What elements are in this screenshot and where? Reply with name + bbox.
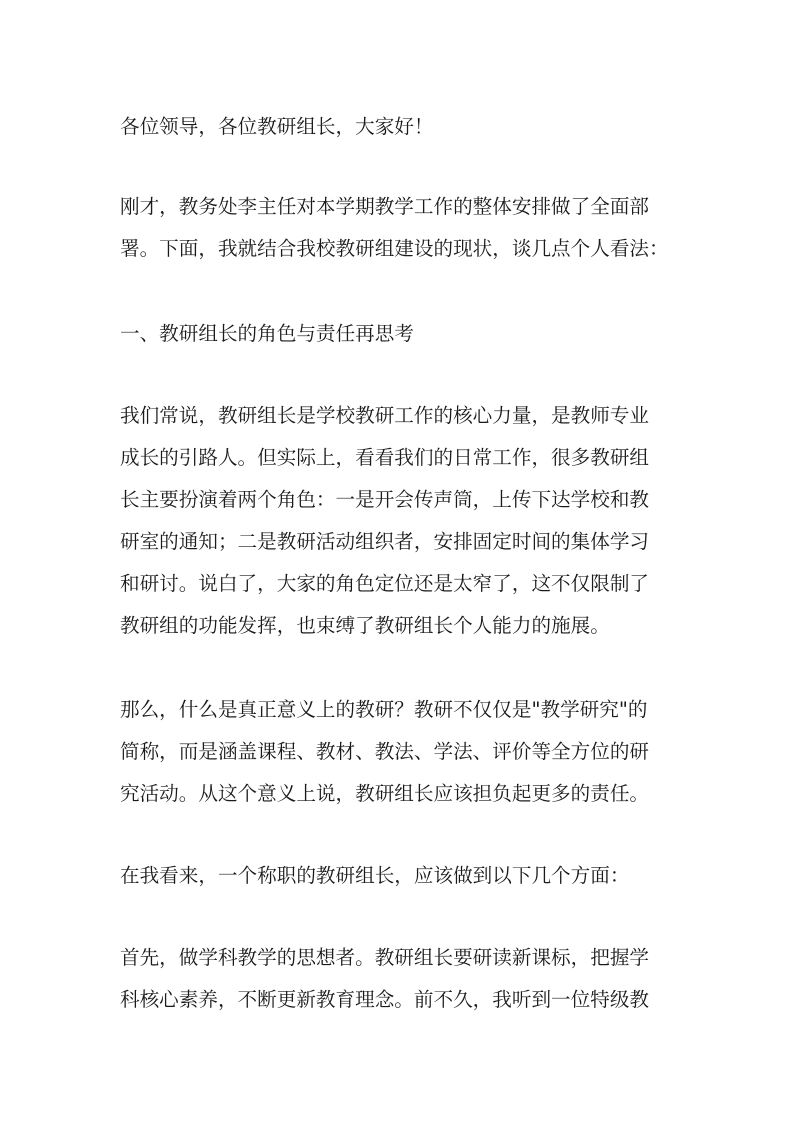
paragraph-roles-line-4: 研室的通知；二是教研活动组织者，安排固定时间的集体学习 [120, 530, 650, 553]
paragraph-first-line-2: 科核心素养，不断更新教育理念。前不久，我听到一位特级教 [120, 988, 650, 1011]
paragraph-roles-line-3: 长主要扮演着两个角色：一是开会传声筒，上传下达学校和教 [120, 488, 650, 511]
paragraph-roles-line-6: 教研组的功能发挥，也束缚了教研组长个人能力的施展。 [120, 614, 610, 637]
paragraph-aspects-line-1: 在我看来，一个称职的教研组长，应该做到以下几个方面： [120, 864, 630, 887]
paragraph-intro-line-1: 刚才，教务处李主任对本学期教学工作的整体安排做了全面部 [120, 195, 650, 218]
paragraph-definition-line-3: 究活动。从这个意义上说，教研组长应该担负起更多的责任。 [120, 782, 650, 805]
paragraph-roles-line-2: 成长的引路人。但实际上，看看我们的日常工作，很多教研组 [120, 446, 650, 469]
paragraph-definition-line-2: 简称，而是涵盖课程、教材、教法、学法、评价等全方位的研 [120, 740, 650, 763]
section-heading: 一、教研组长的角色与责任再思考 [120, 322, 414, 345]
paragraph-first-line-1: 首先，做学科教学的思想者。教研组长要研读新课标，把握学 [120, 946, 650, 969]
paragraph-definition-line-1: 那么，什么是真正意义上的教研？教研不仅仅是"教学研究"的 [120, 698, 648, 721]
paragraph-roles-line-1: 我们常说，教研组长是学校教研工作的核心力量，是教师专业 [120, 404, 650, 427]
greeting-line: 各位领导，各位教研组长，大家好！ [120, 115, 434, 138]
paragraph-roles-line-5: 和研讨。说白了，大家的角色定位还是太窄了，这不仅限制了 [120, 572, 650, 595]
paragraph-intro-line-2: 署。下面，我就结合我校教研组建设的现状，谈几点个人看法： [120, 237, 669, 260]
